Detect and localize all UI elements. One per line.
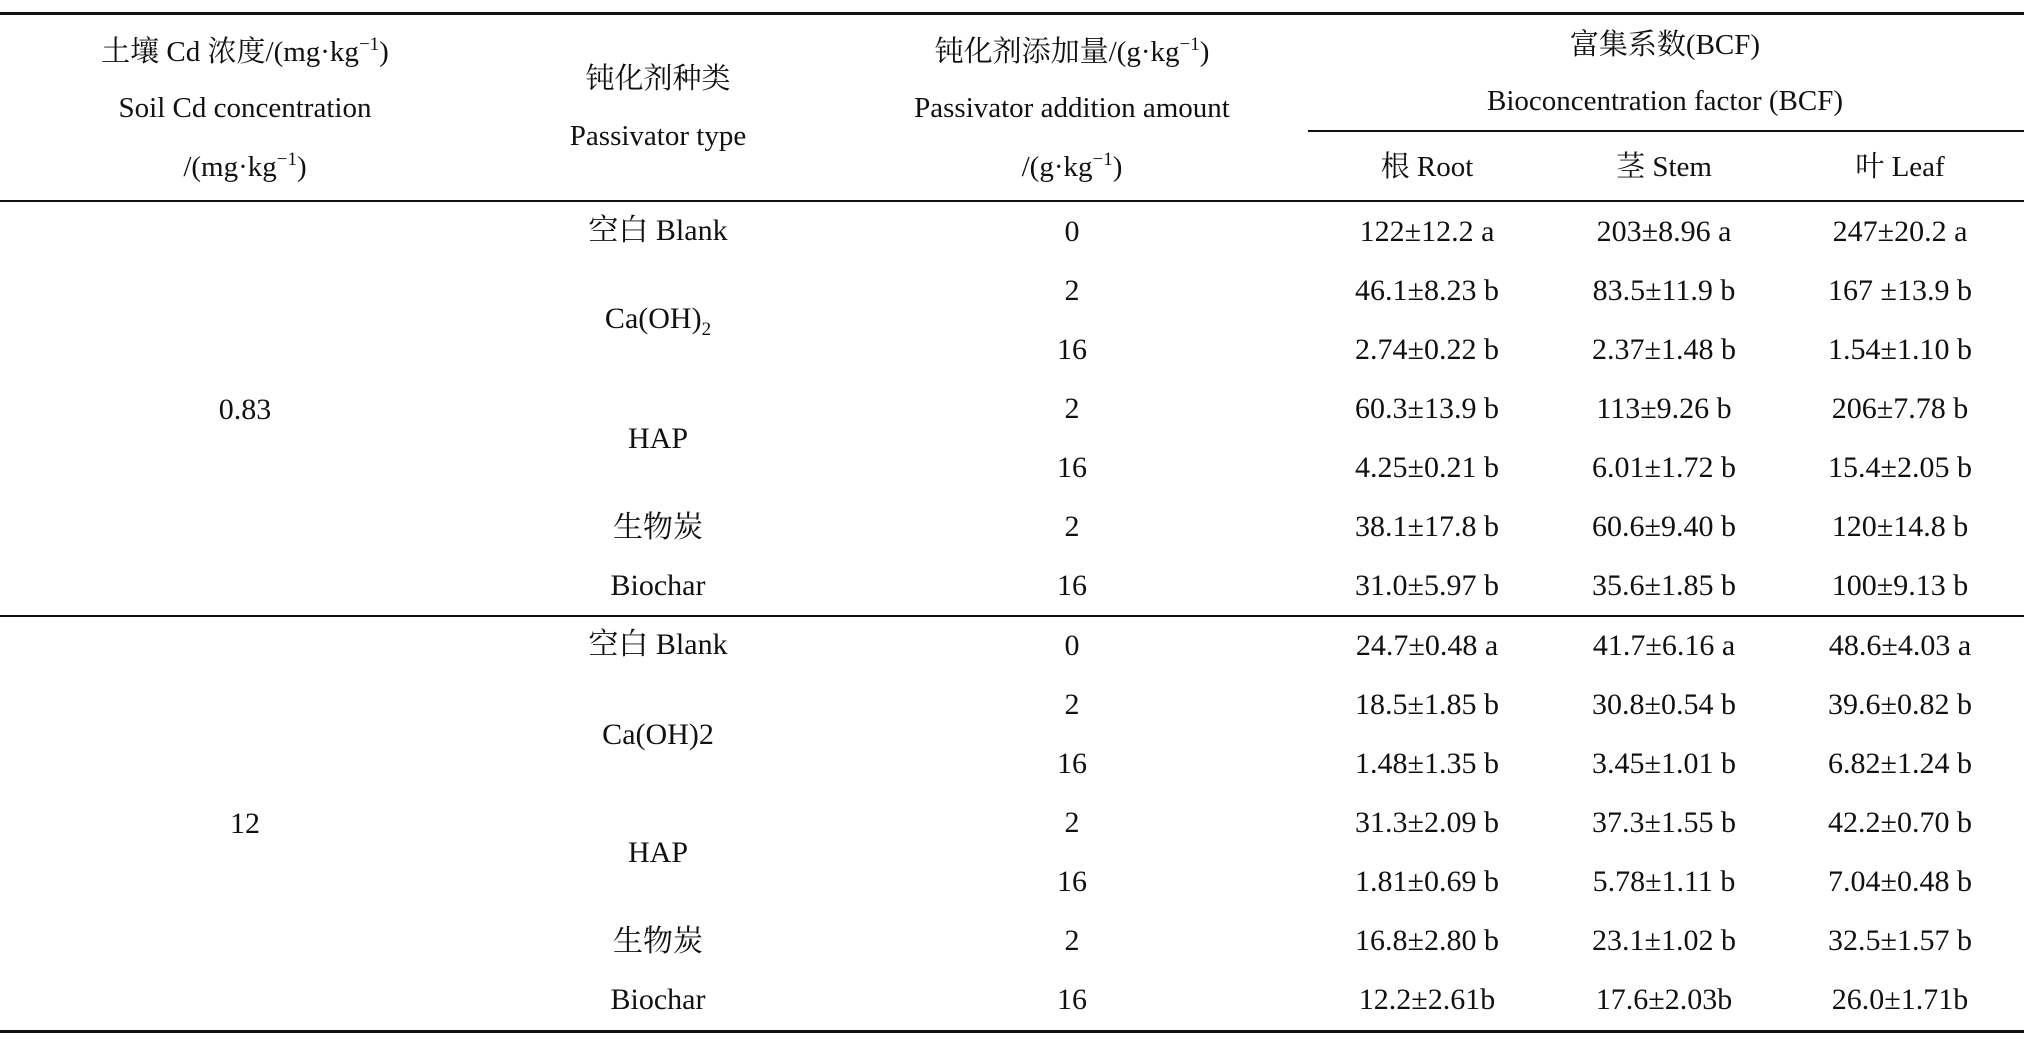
header-soil-zh: 土壤 Cd 浓度$/(mg\cdot kg^{-1})$ bbox=[101, 34, 389, 68]
leaf-cell: 100±9.13 b bbox=[1831, 569, 1969, 602]
amount-cell: 0 bbox=[1064, 215, 1080, 248]
root-cell: 31.0±5.97 b bbox=[1355, 569, 1499, 602]
root-cell: 46.1±8.23 b bbox=[1355, 274, 1499, 307]
stem-cell: 203±8.96 a bbox=[1596, 215, 1732, 248]
group2-type-blank: 空白 Blank bbox=[588, 628, 728, 661]
amount-cell: 2 bbox=[1064, 806, 1080, 839]
root-cell: 12.2±2.61b bbox=[1358, 983, 1496, 1016]
amount-cell: 2 bbox=[1064, 392, 1080, 425]
amount-cell: 2 bbox=[1064, 510, 1080, 543]
amount-cell: 0 bbox=[1064, 629, 1080, 662]
header-bcf-root: 根 Root bbox=[1380, 151, 1474, 183]
root-cell: 38.1±17.8 b bbox=[1355, 510, 1499, 543]
stem-cell: 3.45±1.01 b bbox=[1592, 747, 1736, 780]
header-amount-en: Passivator addition amount bbox=[914, 92, 1230, 124]
leaf-cell: 120±14.8 b bbox=[1831, 510, 1969, 543]
amount-cell: 16 bbox=[1057, 333, 1087, 366]
group2-soil-value: 12 bbox=[230, 807, 260, 840]
amount-cell: 2 bbox=[1064, 924, 1080, 957]
group1-type-hap: HAP bbox=[627, 422, 689, 455]
root-cell: 18.5±1.85 b bbox=[1355, 688, 1499, 721]
header-bcf-leaf: 叶 Leaf bbox=[1855, 151, 1945, 183]
leaf-cell: 26.0±1.71b bbox=[1831, 983, 1969, 1016]
header-type-zh: 钝化剂种类 bbox=[585, 63, 731, 95]
leaf-cell: 42.2±0.70 b bbox=[1828, 806, 1972, 839]
stem-cell: 35.6±1.85 b bbox=[1592, 569, 1736, 602]
stem-cell: 83.5±11.9 b bbox=[1592, 274, 1736, 307]
header-bottom-rule bbox=[0, 200, 2024, 202]
header-type-en: Passivator type bbox=[569, 120, 747, 152]
root-cell: 16.8±2.80 b bbox=[1355, 924, 1499, 957]
amount-cell: 16 bbox=[1057, 983, 1087, 1016]
root-cell: 2.74±0.22 b bbox=[1355, 333, 1499, 366]
stem-cell: 5.78±1.11 b bbox=[1592, 865, 1736, 898]
amount-cell: 16 bbox=[1057, 747, 1087, 780]
stem-cell: 113±9.26 b bbox=[1596, 392, 1732, 425]
header-soil-unit: $/(mg\cdot kg^{-1})$ bbox=[183, 149, 307, 183]
group2-type-biochar-zh: 生物炭 bbox=[613, 925, 703, 958]
group2-type-caoh2: Ca(OH)2 bbox=[602, 718, 714, 751]
top-rule bbox=[0, 12, 2024, 15]
group1-type-caoh2: $Ca(OH)_2$ bbox=[604, 302, 712, 340]
leaf-cell: 6.82±1.24 b bbox=[1828, 747, 1972, 780]
amount-cell: 16 bbox=[1057, 865, 1087, 898]
group2-type-biochar-en: Biochar bbox=[610, 983, 706, 1016]
stem-cell: 60.6±9.40 b bbox=[1592, 510, 1736, 543]
root-cell: 1.81±0.69 b bbox=[1355, 865, 1499, 898]
leaf-cell: 247±20.2 a bbox=[1832, 215, 1968, 248]
group1-type-blank: 空白 Blank bbox=[588, 214, 728, 247]
root-cell: 122±12.2 a bbox=[1359, 215, 1495, 248]
root-cell: 60.3±13.9 b bbox=[1355, 392, 1499, 425]
leaf-cell: 7.04±0.48 b bbox=[1828, 865, 1972, 898]
group1-type-biochar-zh: 生物炭 bbox=[613, 511, 703, 544]
bottom-rule bbox=[0, 1030, 2024, 1033]
leaf-cell: 15.4±2.05 b bbox=[1828, 451, 1972, 484]
header-soil-en: Soil Cd concentration bbox=[118, 92, 372, 124]
stem-cell: 17.6±2.03b bbox=[1595, 983, 1733, 1016]
leaf-cell: 39.6±0.82 b bbox=[1828, 688, 1972, 721]
group1-soil-value: 0.83 bbox=[218, 393, 272, 426]
bcf-subheader-rule bbox=[1308, 130, 2024, 132]
amount-cell: 16 bbox=[1057, 569, 1087, 602]
amount-cell: 16 bbox=[1057, 451, 1087, 484]
header-bcf-zh: 富集系数(BCF) bbox=[1569, 29, 1761, 61]
amount-cell: 2 bbox=[1064, 688, 1080, 721]
group2-type-hap: HAP bbox=[627, 836, 689, 869]
leaf-cell: 1.54±1.10 b bbox=[1828, 333, 1972, 366]
amount-cell: 2 bbox=[1064, 274, 1080, 307]
header-amount-zh: 钝化剂添加量$/(g\cdot kg^{-1})$ bbox=[934, 34, 1210, 68]
group1-type-biochar-en: Biochar bbox=[610, 569, 706, 602]
root-cell: 1.48±1.35 b bbox=[1355, 747, 1499, 780]
leaf-cell: 32.5±1.57 b bbox=[1828, 924, 1972, 957]
leaf-cell: 167 ±13.9 b bbox=[1828, 274, 1972, 307]
stem-cell: 30.8±0.54 b bbox=[1592, 688, 1736, 721]
stem-cell: 37.3±1.55 b bbox=[1592, 806, 1736, 839]
root-cell: 31.3±2.09 b bbox=[1355, 806, 1499, 839]
stem-cell: 6.01±1.72 b bbox=[1592, 451, 1736, 484]
leaf-cell: 206±7.78 b bbox=[1831, 392, 1969, 425]
header-amount-unit: $/(g\cdot kg^{-1})$ bbox=[1021, 149, 1123, 183]
root-cell: 4.25±0.21 b bbox=[1355, 451, 1499, 484]
leaf-cell: 48.6±4.03 a bbox=[1828, 629, 1972, 662]
header-bcf-stem: 茎 Stem bbox=[1616, 151, 1712, 183]
stem-cell: 41.7±6.16 a bbox=[1592, 629, 1736, 662]
group-separator-rule bbox=[0, 615, 2024, 617]
root-cell: 24.7±0.48 a bbox=[1355, 629, 1499, 662]
header-bcf-en: Bioconcentration factor (BCF) bbox=[1487, 85, 1843, 117]
stem-cell: 2.37±1.48 b bbox=[1592, 333, 1736, 366]
stem-cell: 23.1±1.02 b bbox=[1592, 924, 1736, 957]
